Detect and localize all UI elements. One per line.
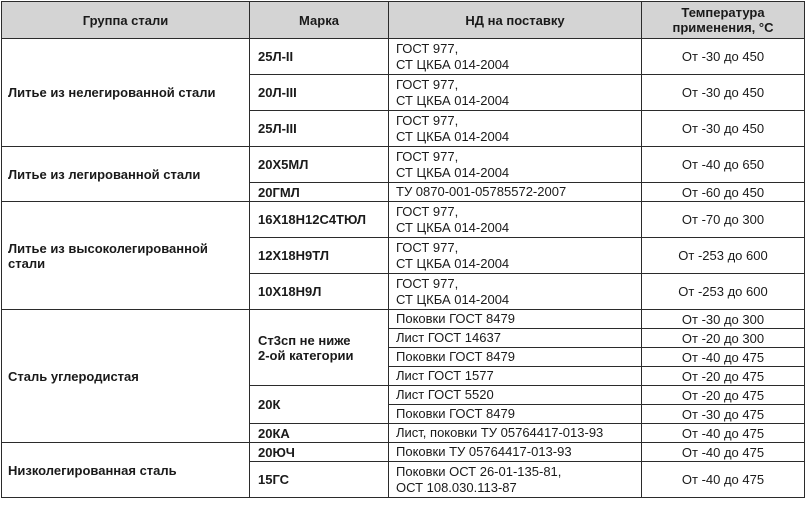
group-cell-highalloy: Литье из высоколегированной стали xyxy=(2,202,250,310)
nd-cell: Поковки ГОСТ 8479 xyxy=(389,348,642,367)
nd-cell: ТУ 0870-001-05785572-2007 xyxy=(389,183,642,202)
temp-cell: От -30 до 475 xyxy=(642,405,805,424)
temp-cell: От -20 до 300 xyxy=(642,329,805,348)
grade-cell: 25Л-III xyxy=(250,111,389,147)
nd-cell: Лист ГОСТ 14637 xyxy=(389,329,642,348)
temp-cell: От -30 до 450 xyxy=(642,75,805,111)
grade-cell: 15ГС xyxy=(250,462,389,498)
nd-line: СТ ЦКБА 014-2004 xyxy=(396,56,510,72)
nd-cell xyxy=(389,75,642,111)
temp-cell: От -40 до 475 xyxy=(642,443,805,462)
grade-line: Ст3сп не ниже xyxy=(258,332,351,348)
table-row xyxy=(2,147,805,183)
temp-cell: От -40 до 475 xyxy=(642,462,805,498)
header-grade: Марка xyxy=(250,2,389,39)
nd-line: ОСТ 108.030.113-87 xyxy=(396,479,517,495)
nd-line: ГОСТ 977, xyxy=(396,148,459,164)
grade-line: 2-ой категории xyxy=(258,347,354,363)
nd-line: СТ ЦКБА 014-2004 xyxy=(396,219,510,235)
nd-line: СТ ЦКБА 014-2004 xyxy=(396,291,510,307)
nd-line: СТ ЦКБА 014-2004 xyxy=(396,164,510,180)
nd-cell: Лист ГОСТ 5520 xyxy=(389,386,642,405)
nd-line: ГОСТ 977, xyxy=(396,275,459,291)
table-row xyxy=(2,310,805,329)
nd-cell: Поковки ГОСТ 8479 xyxy=(389,310,642,329)
nd-cell xyxy=(389,111,642,147)
grade-cell: 20ЮЧ xyxy=(250,443,389,462)
nd-line: ГОСТ 977, xyxy=(396,112,459,128)
nd-cell xyxy=(389,238,642,274)
table-row xyxy=(2,443,805,462)
temp-cell: От -20 до 475 xyxy=(642,367,805,386)
grade-cell: 16Х18Н12С4ТЮЛ xyxy=(250,202,389,238)
group-cell-lowalloy: Низколегированная сталь xyxy=(2,443,250,498)
nd-line: СТ ЦКБА 014-2004 xyxy=(396,128,510,144)
grade-cell: 10Х18Н9Л xyxy=(250,274,389,310)
grade-cell: 20Л-III xyxy=(250,75,389,111)
temp-cell: От -70 до 300 xyxy=(642,202,805,238)
header-nd: НД на поставку xyxy=(389,2,642,39)
grade-cell xyxy=(250,310,389,386)
nd-line: ГОСТ 977, xyxy=(396,239,459,255)
nd-cell: Лист ГОСТ 1577 xyxy=(389,367,642,386)
nd-line: ГОСТ 977, xyxy=(396,76,459,92)
header-group: Группа стали xyxy=(2,2,250,39)
nd-line: ГОСТ 977, xyxy=(396,203,459,219)
nd-cell: Лист, поковки ТУ 05764417-013-93 xyxy=(389,424,642,443)
nd-cell xyxy=(389,202,642,238)
nd-line: ГОСТ 977, xyxy=(396,40,459,56)
temp-cell: От -40 до 650 xyxy=(642,147,805,183)
table-row xyxy=(2,202,805,238)
group-cell-unalloyed: Литье из нелегированной стали xyxy=(2,39,250,147)
header-temp-line2: применения, °С xyxy=(672,20,774,35)
grade-cell: 20Х5МЛ xyxy=(250,147,389,183)
temp-cell: От -20 до 475 xyxy=(642,386,805,405)
nd-cell: Поковки ТУ 05764417-013-93 xyxy=(389,443,642,462)
nd-line: СТ ЦКБА 014-2004 xyxy=(396,255,510,271)
header-temp xyxy=(642,2,805,39)
grade-cell: 20КА xyxy=(250,424,389,443)
temp-cell: От -40 до 475 xyxy=(642,424,805,443)
temp-cell: От -40 до 475 xyxy=(642,348,805,367)
nd-cell xyxy=(389,462,642,498)
temp-cell: От -30 до 450 xyxy=(642,111,805,147)
temp-cell: От -30 до 450 xyxy=(642,39,805,75)
nd-cell xyxy=(389,147,642,183)
grade-cell: 20К xyxy=(250,386,389,424)
header-row xyxy=(2,2,805,39)
grade-cell: 25Л-II xyxy=(250,39,389,75)
nd-cell xyxy=(389,274,642,310)
group-cell-alloyed: Литье из легированной стали xyxy=(2,147,250,202)
temp-cell: От -253 до 600 xyxy=(642,274,805,310)
temp-cell: От -30 до 300 xyxy=(642,310,805,329)
table-row xyxy=(2,39,805,75)
group-cell-carbon: Сталь углеродистая xyxy=(2,310,250,443)
header-temp-line1: Температура xyxy=(681,5,765,20)
grade-cell: 20ГМЛ xyxy=(250,183,389,202)
nd-cell xyxy=(389,39,642,75)
grade-cell: 12Х18Н9ТЛ xyxy=(250,238,389,274)
nd-line: Поковки ОСТ 26-01-135-81, xyxy=(396,463,562,479)
temp-cell: От -253 до 600 xyxy=(642,238,805,274)
temp-cell: От -60 до 450 xyxy=(642,183,805,202)
nd-cell: Поковки ГОСТ 8479 xyxy=(389,405,642,424)
nd-line: СТ ЦКБА 014-2004 xyxy=(396,92,510,108)
steel-table xyxy=(1,1,805,498)
